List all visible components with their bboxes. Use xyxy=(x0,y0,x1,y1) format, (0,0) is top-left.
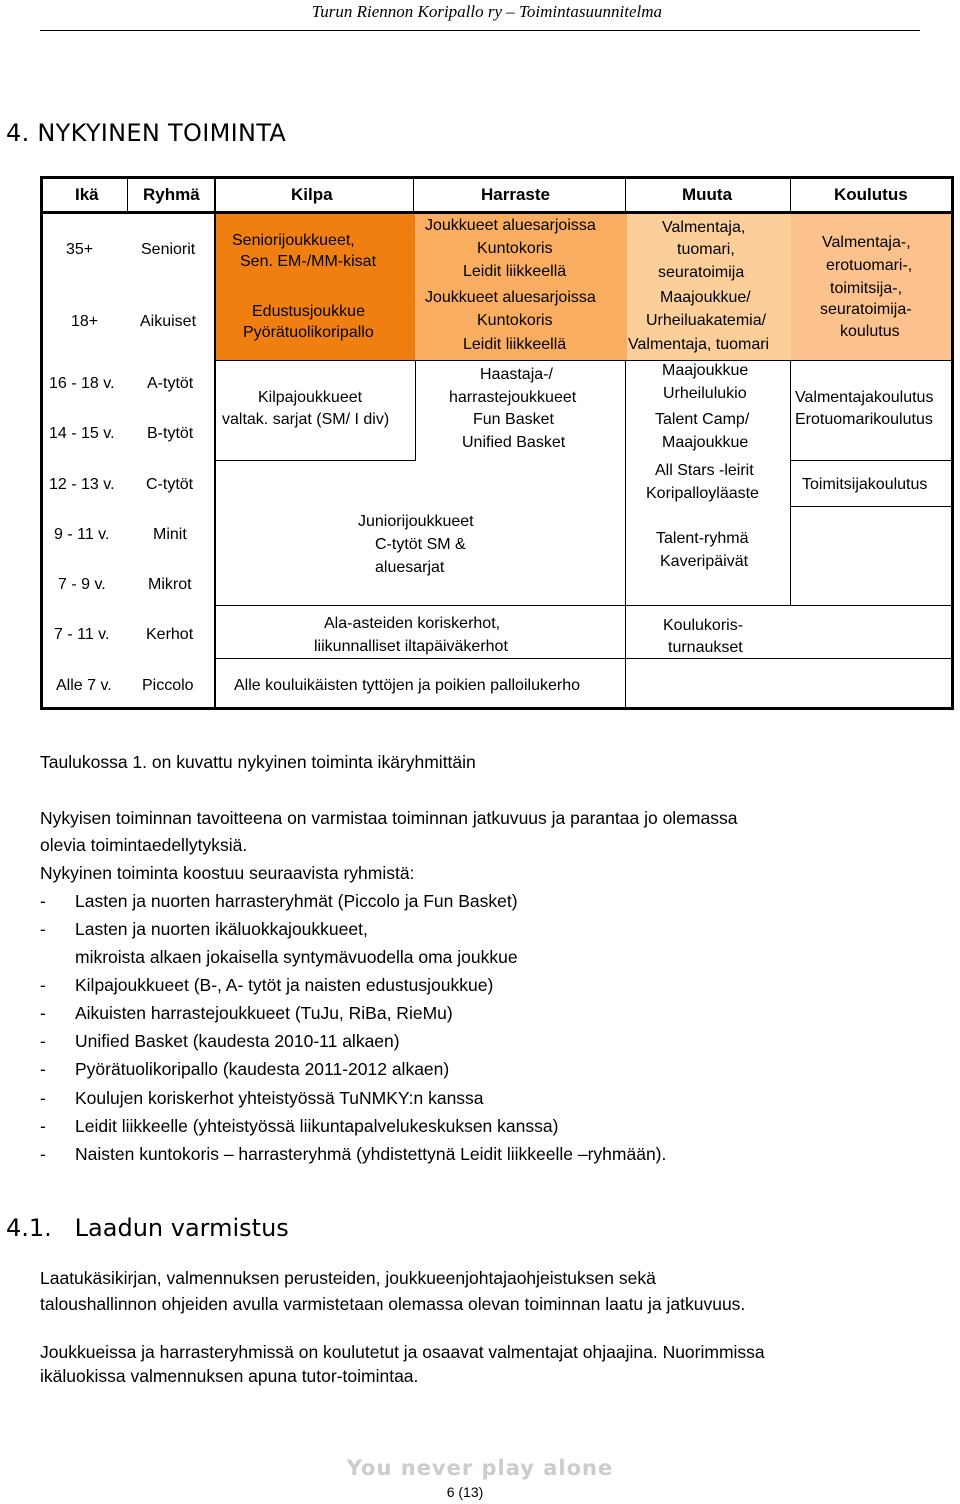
kilpa-juniors-1: Juniorijoukkueet xyxy=(358,513,474,530)
group-minit: Minit xyxy=(153,526,187,543)
row-divider-piccolo xyxy=(215,658,951,659)
muuta-youth-3: Talent Camp/ xyxy=(655,411,750,428)
list-dash: - xyxy=(40,919,46,939)
row-divider-koulutus2 xyxy=(791,506,951,507)
header-ika: Ikä xyxy=(75,185,99,204)
header-harraste: Harraste xyxy=(481,185,550,204)
group-piccolo: Piccolo xyxy=(142,677,194,694)
harraste-seniors-2: Kuntokoris xyxy=(477,240,553,257)
group-a-tytot: A-tytöt xyxy=(147,375,194,392)
paragraph-3-line-2: ikäluokissa valmennuksen apuna tutor-toimintaa. xyxy=(40,1366,419,1386)
paragraph-2-line-1: Laatukäsikirjan, valmennuksen perusteiden, joukkueenjohtajaohjeistuksen sekä xyxy=(40,1268,656,1288)
list-item: Pyörätuolikoripallo (kaudesta 2011-2012 alkaen) xyxy=(75,1059,450,1079)
muuta-minit-2: Kaveripäivät xyxy=(660,553,749,570)
header-text: Turun Riennon Koripallo ry – Toimintasuunnitelma xyxy=(311,2,662,21)
list-dash: - xyxy=(40,1088,46,1108)
age-14-15: 14 - 15 v. xyxy=(49,425,115,442)
col-divider-4 xyxy=(625,176,626,211)
kerhot-text-2: liikunnalliset iltapäiväkerhot xyxy=(314,638,508,655)
section-title: 4. NYKYINEN TOIMINTA xyxy=(6,119,287,147)
kilpa-seniors-1: Seniorijoukkueet, xyxy=(232,232,355,249)
group-b-tytot: B-tytöt xyxy=(147,425,194,442)
row-divider-koulutus xyxy=(791,460,951,461)
subsection-title: 4.1. Laadun varmistus xyxy=(6,1214,289,1242)
koulutus-top-2: erotuomari-, xyxy=(826,257,913,274)
harraste-youth-1: Haastaja-/ xyxy=(480,366,553,383)
list-item: Naisten kuntokoris – harrasteryhmä (yhdistettynä Leidit liikkeelle –ryhmään). xyxy=(75,1144,667,1164)
list-item: Leidit liikkeelle (yhteistyössä liikuntapalvelukeskuksen kanssa) xyxy=(75,1116,559,1136)
muuta-youth-2: Urheilulukio xyxy=(663,385,747,402)
header-ryhma: Ryhmä xyxy=(143,185,200,204)
harraste-adults-3: Leidit liikkeellä xyxy=(463,336,567,353)
muuta-adults-3: Valmentaja, tuomari xyxy=(628,336,770,353)
koulutus-top-5: koulutus xyxy=(840,323,900,340)
koulutus-top-3: toimitsija-, xyxy=(830,280,903,297)
koulutus-top-4: seuratoimija- xyxy=(820,301,912,318)
group-mikrot: Mikrot xyxy=(148,576,192,593)
kilpa-adults-2: Pyörätuolikoripallo xyxy=(243,324,374,341)
kilpa-youth-right xyxy=(415,360,416,461)
age-7-9: 7 - 9 v. xyxy=(58,576,106,593)
koulutus-top-1: Valmentaja-, xyxy=(822,234,911,251)
list-item: Lasten ja nuorten harrasteryhmät (Piccolo ja Fun Basket) xyxy=(75,891,518,911)
list-item: Kilpajoukkueet (B-, A- tytöt ja naisten edustusjoukkue) xyxy=(75,975,494,995)
header-koulutus: Koulutus xyxy=(834,185,908,204)
activity-table xyxy=(40,176,954,710)
muuta-adults-2: Urheiluakatemia/ xyxy=(646,312,767,329)
muuta-kerhot-2: turnaukset xyxy=(668,639,743,656)
list-item-continued: mikroista alkaen jokaisella syntymävuodella oma joukkue xyxy=(75,947,518,967)
age-9-11: 9 - 11 v. xyxy=(54,526,110,543)
harraste-youth-4: Unified Basket xyxy=(462,434,566,451)
age-alle-7: Alle 7 v. xyxy=(56,677,112,694)
col-divider-3 xyxy=(413,176,414,211)
koulutus-mid-2: Erotuomarikoulutus xyxy=(795,411,933,428)
list-dash: - xyxy=(40,891,46,911)
kilpa-juniors-3: aluesarjat xyxy=(375,559,445,576)
muuta-minit-1: Talent-ryhmä xyxy=(656,530,749,547)
list-dash: - xyxy=(40,1059,46,1079)
paragraph-1-line-1: Nykyisen toiminnan tavoitteena on varmistaa toiminnan jatkuvuus ja parantaa jo olemassa xyxy=(40,808,738,828)
muuta-youth-4: Maajoukkue xyxy=(662,434,749,451)
harraste-seniors-3: Leidit liikkeellä xyxy=(463,263,567,280)
paragraph-1-line-2: olevia toimintaedellytyksiä. xyxy=(40,835,248,855)
col-divider-5 xyxy=(790,176,791,211)
list-dash: - xyxy=(40,975,46,995)
kilpa-seniors-2: Sen. EM-/MM-kisat xyxy=(240,253,377,270)
group-aikuiset: Aikuiset xyxy=(140,313,197,330)
group-kerhot: Kerhot xyxy=(146,626,194,643)
paragraph-3-line-1: Joukkueissa ja harrasteryhmissä on koulutetut ja osaavat valmentajat ohjaajina. Nuorimmissa xyxy=(40,1342,765,1362)
kilpa-youth-2: valtak. sarjat (SM/ I div) xyxy=(222,411,390,428)
muuta-seniors-3: seuratoimija xyxy=(658,264,745,281)
age-16-18: 16 - 18 v. xyxy=(49,375,115,392)
kerhot-text-1: Ala-asteiden koriskerhot, xyxy=(324,615,501,632)
muuta-youth-1: Maajoukkue xyxy=(662,362,749,379)
group-c-tytot: C-tytöt xyxy=(146,476,194,493)
col-divider-2 xyxy=(214,176,216,710)
list-dash: - xyxy=(40,1144,46,1164)
row-divider-kilpa xyxy=(215,460,415,461)
harraste-seniors-1: Joukkueet aluesarjoissa xyxy=(425,217,596,234)
age-12-13: 12 - 13 v. xyxy=(49,476,115,493)
harraste-youth-3: Fun Basket xyxy=(473,411,554,428)
list-dash: - xyxy=(40,1116,46,1136)
footer-slogan: You never play alone xyxy=(346,1456,614,1480)
age-18: 18+ xyxy=(71,313,99,330)
row-divider-adults xyxy=(215,360,951,361)
age-35: 35+ xyxy=(66,241,94,258)
muuta-c-1: All Stars -leirit xyxy=(655,462,754,479)
list-item: Koulujen koriskerhot yhteistyössä TuNMKY:n kanssa xyxy=(75,1088,484,1108)
muuta-seniors-2: tuomari, xyxy=(677,241,735,258)
header-rule xyxy=(40,30,920,31)
harraste-adults-2: Kuntokoris xyxy=(477,312,553,329)
age-7-11: 7 - 11 v. xyxy=(54,626,110,643)
list-dash: - xyxy=(40,1031,46,1051)
harraste-adults-1: Joukkueet aluesarjoissa xyxy=(425,289,596,306)
col-divider-1 xyxy=(127,176,128,211)
koulutus-mid-1: Valmentajakoulutus xyxy=(795,389,934,406)
muuta-adults-1: Maajoukkue/ xyxy=(660,289,751,306)
list-item: Aikuisten harrastejoukkueet (TuJu, RiBa, RieMu) xyxy=(75,1003,453,1023)
list-item: Unified Basket (kaudesta 2010-11 alkaen) xyxy=(75,1031,400,1051)
kilpa-youth-1: Kilpajoukkueet xyxy=(258,389,363,406)
kilpa-juniors-2: C-tytöt SM & xyxy=(375,536,466,553)
muuta-c-2: Koripalloyläaste xyxy=(646,485,759,502)
header-muuta: Muuta xyxy=(682,185,733,204)
harraste-youth-2: harrastejoukkueet xyxy=(449,389,577,406)
paragraph-2-line-2: taloushallinnon ohjeiden avulla varmistetaan olemassa olevan toiminnan laatu ja jatkuvuus. xyxy=(40,1294,746,1314)
header-kilpa: Kilpa xyxy=(291,185,333,204)
kilpa-adults-1: Edustusjoukkue xyxy=(252,303,365,320)
page-number: 6 (13) xyxy=(446,1484,484,1500)
list-intro: Nykyinen toiminta koostuu seuraavista ryhmistä: xyxy=(40,863,415,883)
table-caption: Taulukossa 1. on kuvattu nykyinen toiminta ikäryhmittäin xyxy=(40,752,476,772)
koulutus-c-1: Toimitsijakoulutus xyxy=(802,476,928,493)
list-dash: - xyxy=(40,1003,46,1023)
piccolo-text: Alle kouluikäisten tyttöjen ja poikien palloilukerho xyxy=(234,677,580,694)
list-item: Lasten ja nuorten ikäluokkajoukkueet, xyxy=(75,919,368,939)
col-divider-5b xyxy=(790,360,791,605)
muuta-kerhot-1: Koulukoris- xyxy=(663,617,744,634)
muuta-seniors-1: Valmentaja, xyxy=(662,219,746,236)
row-divider-kerhot xyxy=(215,605,951,606)
group-seniorit: Seniorit xyxy=(141,241,196,258)
